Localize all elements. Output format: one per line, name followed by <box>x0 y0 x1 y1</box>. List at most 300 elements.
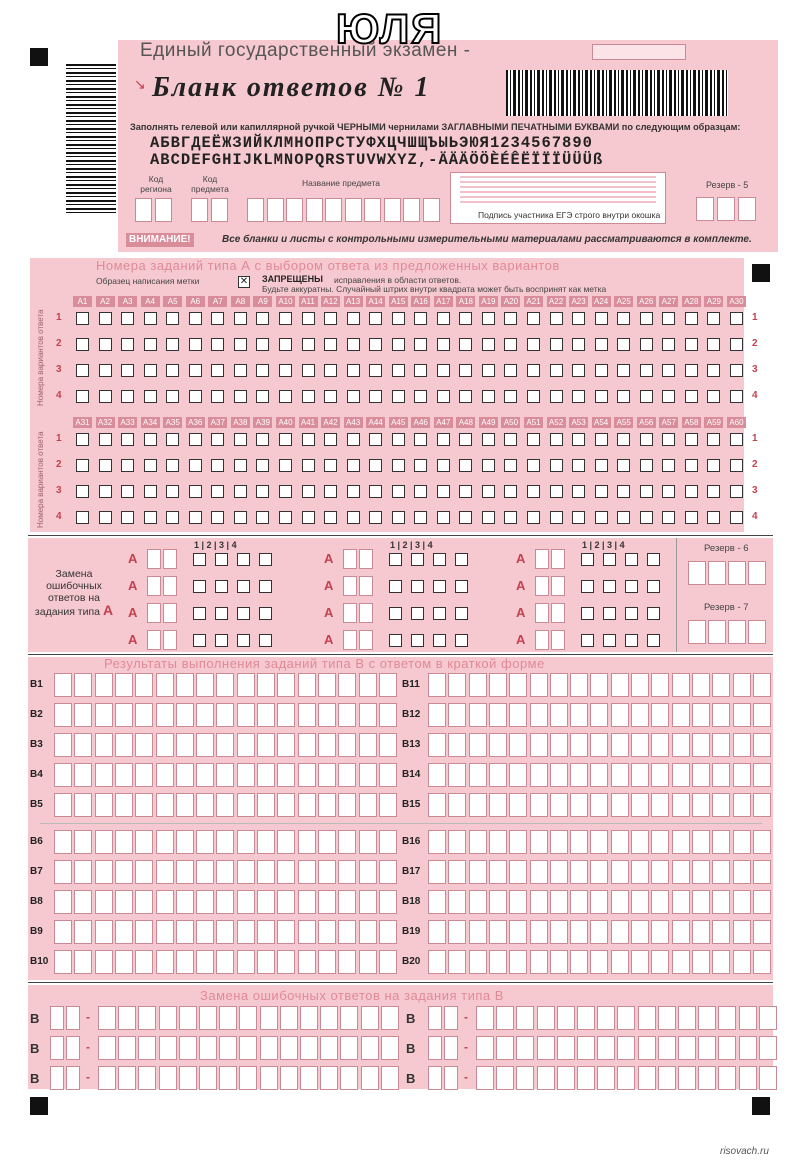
answer-checkbox[interactable] <box>392 390 405 403</box>
answer-checkbox[interactable] <box>550 364 563 377</box>
b-answer-cell[interactable] <box>338 950 356 974</box>
b-answer-cell[interactable] <box>469 890 487 914</box>
replace-b-answer-cell[interactable] <box>759 1036 777 1060</box>
b-answer-cell[interactable] <box>590 950 608 974</box>
b-answer-cell[interactable] <box>631 950 649 974</box>
b-answer-cell[interactable] <box>672 920 690 944</box>
answer-checkbox[interactable] <box>640 338 653 351</box>
answer-checkbox[interactable] <box>392 433 405 446</box>
answer-checkbox[interactable] <box>640 390 653 403</box>
b-answer-cell[interactable] <box>651 733 669 757</box>
answer-checkbox[interactable] <box>504 511 517 524</box>
answer-checkbox[interactable] <box>527 312 540 325</box>
replace-b-task-cell[interactable] <box>66 1036 80 1060</box>
b-answer-cell[interactable] <box>509 793 527 817</box>
b-answer-cell[interactable] <box>237 890 255 914</box>
replace-answer-checkbox[interactable] <box>193 634 206 647</box>
b-answer-cell[interactable] <box>570 830 588 854</box>
b-answer-cell[interactable] <box>590 890 608 914</box>
b-answer-cell[interactable] <box>469 793 487 817</box>
b-answer-cell[interactable] <box>298 733 316 757</box>
b-answer-cell[interactable] <box>156 830 174 854</box>
replace-b-answer-cell[interactable] <box>280 1036 298 1060</box>
subject-name-cell[interactable] <box>364 198 381 222</box>
b-answer-cell[interactable] <box>379 673 397 697</box>
replace-answer-checkbox[interactable] <box>625 607 638 620</box>
b-answer-cell[interactable] <box>753 673 771 697</box>
task-number-cell[interactable] <box>551 603 565 623</box>
b-answer-cell[interactable] <box>550 763 568 787</box>
replace-answer-checkbox[interactable] <box>647 634 660 647</box>
b-answer-cell[interactable] <box>359 793 377 817</box>
answer-checkbox[interactable] <box>144 364 157 377</box>
answer-checkbox[interactable] <box>685 338 698 351</box>
b-answer-cell[interactable] <box>590 673 608 697</box>
replace-answer-checkbox[interactable] <box>237 580 250 593</box>
b-answer-cell[interactable] <box>753 793 771 817</box>
answer-checkbox[interactable] <box>617 338 630 351</box>
replace-b-answer-cell[interactable] <box>179 1066 197 1090</box>
b-answer-cell[interactable] <box>712 763 730 787</box>
b-answer-cell[interactable] <box>570 950 588 974</box>
replace-b-task-cell[interactable] <box>50 1066 64 1090</box>
answer-checkbox[interactable] <box>459 459 472 472</box>
answer-checkbox[interactable] <box>99 312 112 325</box>
replace-b-answer-cell[interactable] <box>698 1066 716 1090</box>
answer-checkbox[interactable] <box>707 312 720 325</box>
b-answer-cell[interactable] <box>590 703 608 727</box>
b-answer-cell[interactable] <box>712 920 730 944</box>
answer-checkbox[interactable] <box>166 485 179 498</box>
answer-checkbox[interactable] <box>347 364 360 377</box>
answer-checkbox[interactable] <box>640 459 653 472</box>
b-answer-cell[interactable] <box>54 793 72 817</box>
b-answer-cell[interactable] <box>753 830 771 854</box>
b-answer-cell[interactable] <box>733 830 751 854</box>
replace-answer-checkbox[interactable] <box>581 580 594 593</box>
b-answer-cell[interactable] <box>753 733 771 757</box>
region-code-cell[interactable] <box>135 198 152 222</box>
replace-answer-checkbox[interactable] <box>215 607 228 620</box>
b-answer-cell[interactable] <box>469 830 487 854</box>
b-answer-cell[interactable] <box>338 703 356 727</box>
subject-name-cell[interactable] <box>267 198 284 222</box>
replace-answer-checkbox[interactable] <box>215 553 228 566</box>
b-answer-cell[interactable] <box>338 763 356 787</box>
answer-checkbox[interactable] <box>572 312 585 325</box>
b-answer-cell[interactable] <box>176 793 194 817</box>
replace-b-task-cell[interactable] <box>50 1006 64 1030</box>
answer-checkbox[interactable] <box>166 511 179 524</box>
b-answer-cell[interactable] <box>448 733 466 757</box>
b-answer-cell[interactable] <box>237 793 255 817</box>
answer-checkbox[interactable] <box>482 485 495 498</box>
b-answer-cell[interactable] <box>257 950 275 974</box>
answer-checkbox[interactable] <box>279 459 292 472</box>
replace-b-answer-cell[interactable] <box>361 1006 379 1030</box>
replace-b-answer-cell[interactable] <box>496 1036 514 1060</box>
b-answer-cell[interactable] <box>692 890 710 914</box>
replace-b-answer-cell[interactable] <box>597 1036 615 1060</box>
answer-checkbox[interactable] <box>414 433 427 446</box>
b-answer-cell[interactable] <box>489 860 507 884</box>
b-answer-cell[interactable] <box>753 950 771 974</box>
b-answer-cell[interactable] <box>216 673 234 697</box>
answer-checkbox[interactable] <box>617 485 630 498</box>
replace-b-task-cell[interactable] <box>428 1066 442 1090</box>
b-answer-cell[interactable] <box>176 890 194 914</box>
replace-answer-checkbox[interactable] <box>389 553 402 566</box>
b-answer-cell[interactable] <box>115 890 133 914</box>
b-answer-cell[interactable] <box>530 950 548 974</box>
answer-checkbox[interactable] <box>256 511 269 524</box>
replace-answer-checkbox[interactable] <box>647 607 660 620</box>
b-answer-cell[interactable] <box>448 703 466 727</box>
b-answer-cell[interactable] <box>692 763 710 787</box>
answer-checkbox[interactable] <box>121 485 134 498</box>
answer-checkbox[interactable] <box>482 312 495 325</box>
replace-answer-checkbox[interactable] <box>259 607 272 620</box>
answer-checkbox[interactable] <box>662 312 675 325</box>
b-answer-cell[interactable] <box>135 890 153 914</box>
replace-b-answer-cell[interactable] <box>300 1036 318 1060</box>
answer-checkbox[interactable] <box>279 390 292 403</box>
answer-checkbox[interactable] <box>550 390 563 403</box>
answer-checkbox[interactable] <box>685 459 698 472</box>
replace-answer-checkbox[interactable] <box>411 580 424 593</box>
b-answer-cell[interactable] <box>74 703 92 727</box>
task-number-cell[interactable] <box>359 630 373 650</box>
task-number-cell[interactable] <box>163 603 177 623</box>
b-answer-cell[interactable] <box>359 703 377 727</box>
b-answer-cell[interactable] <box>237 673 255 697</box>
answer-checkbox[interactable] <box>211 485 224 498</box>
answer-checkbox[interactable] <box>414 485 427 498</box>
b-answer-cell[interactable] <box>428 733 446 757</box>
replace-answer-checkbox[interactable] <box>581 607 594 620</box>
b-answer-cell[interactable] <box>379 950 397 974</box>
answer-checkbox[interactable] <box>459 390 472 403</box>
b-answer-cell[interactable] <box>257 763 275 787</box>
answer-checkbox[interactable] <box>347 338 360 351</box>
task-number-cell[interactable] <box>147 549 161 569</box>
b-answer-cell[interactable] <box>672 703 690 727</box>
b-answer-cell[interactable] <box>448 793 466 817</box>
replace-b-answer-cell[interactable] <box>118 1006 136 1030</box>
answer-checkbox[interactable] <box>550 459 563 472</box>
b-answer-cell[interactable] <box>469 920 487 944</box>
answer-checkbox[interactable] <box>99 511 112 524</box>
b-answer-cell[interactable] <box>237 830 255 854</box>
replace-b-answer-cell[interactable] <box>516 1006 534 1030</box>
replace-answer-checkbox[interactable] <box>603 607 616 620</box>
answer-checkbox[interactable] <box>234 459 247 472</box>
answer-checkbox[interactable] <box>189 511 202 524</box>
b-answer-cell[interactable] <box>135 830 153 854</box>
answer-checkbox[interactable] <box>121 511 134 524</box>
b-answer-cell[interactable] <box>590 793 608 817</box>
replace-b-answer-cell[interactable] <box>739 1036 757 1060</box>
replace-b-answer-cell[interactable] <box>361 1036 379 1060</box>
b-answer-cell[interactable] <box>298 920 316 944</box>
b-answer-cell[interactable] <box>753 860 771 884</box>
subject-name-cell[interactable] <box>306 198 323 222</box>
replace-answer-checkbox[interactable] <box>455 634 468 647</box>
b-answer-cell[interactable] <box>672 950 690 974</box>
b-answer-cell[interactable] <box>672 733 690 757</box>
task-number-cell[interactable] <box>343 603 357 623</box>
replace-answer-checkbox[interactable] <box>603 553 616 566</box>
b-answer-cell[interactable] <box>428 703 446 727</box>
task-number-cell[interactable] <box>535 576 549 596</box>
answer-checkbox[interactable] <box>504 364 517 377</box>
b-answer-cell[interactable] <box>469 673 487 697</box>
answer-checkbox[interactable] <box>189 433 202 446</box>
b-answer-cell[interactable] <box>156 950 174 974</box>
b-answer-cell[interactable] <box>359 890 377 914</box>
task-number-cell[interactable] <box>163 576 177 596</box>
b-answer-cell[interactable] <box>550 890 568 914</box>
replace-b-answer-cell[interactable] <box>138 1066 156 1090</box>
answer-checkbox[interactable] <box>504 338 517 351</box>
b-answer-cell[interactable] <box>54 920 72 944</box>
b-answer-cell[interactable] <box>379 860 397 884</box>
b-answer-cell[interactable] <box>216 950 234 974</box>
b-answer-cell[interactable] <box>277 860 295 884</box>
b-answer-cell[interactable] <box>570 793 588 817</box>
answer-checkbox[interactable] <box>527 338 540 351</box>
b-answer-cell[interactable] <box>692 703 710 727</box>
replace-b-task-cell[interactable] <box>444 1006 458 1030</box>
answer-checkbox[interactable] <box>662 511 675 524</box>
answer-checkbox[interactable] <box>437 459 450 472</box>
b-answer-cell[interactable] <box>590 830 608 854</box>
task-number-cell[interactable] <box>163 549 177 569</box>
b-answer-cell[interactable] <box>216 793 234 817</box>
answer-checkbox[interactable] <box>504 433 517 446</box>
replace-b-answer-cell[interactable] <box>361 1066 379 1090</box>
answer-checkbox[interactable] <box>437 390 450 403</box>
b-answer-cell[interactable] <box>379 830 397 854</box>
answer-checkbox[interactable] <box>572 433 585 446</box>
replace-answer-checkbox[interactable] <box>455 607 468 620</box>
b-answer-cell[interactable] <box>277 950 295 974</box>
b-answer-cell[interactable] <box>257 920 275 944</box>
b-answer-cell[interactable] <box>428 673 446 697</box>
answer-checkbox[interactable] <box>324 433 337 446</box>
b-answer-cell[interactable] <box>428 793 446 817</box>
reserve5-cell[interactable] <box>738 197 756 221</box>
replace-b-answer-cell[interactable] <box>718 1036 736 1060</box>
answer-checkbox[interactable] <box>392 312 405 325</box>
b-answer-cell[interactable] <box>611 830 629 854</box>
answer-checkbox[interactable] <box>730 390 743 403</box>
b-answer-cell[interactable] <box>237 860 255 884</box>
replace-b-answer-cell[interactable] <box>638 1036 656 1060</box>
b-answer-cell[interactable] <box>176 860 194 884</box>
b-answer-cell[interactable] <box>530 763 548 787</box>
replace-b-answer-cell[interactable] <box>199 1036 217 1060</box>
b-answer-cell[interactable] <box>196 763 214 787</box>
b-answer-cell[interactable] <box>95 860 113 884</box>
replace-b-answer-cell[interactable] <box>537 1006 555 1030</box>
b-answer-cell[interactable] <box>359 830 377 854</box>
subject-name-cell[interactable] <box>286 198 303 222</box>
b-answer-cell[interactable] <box>611 860 629 884</box>
replace-answer-checkbox[interactable] <box>411 607 424 620</box>
b-answer-cell[interactable] <box>318 793 336 817</box>
answer-checkbox[interactable] <box>76 312 89 325</box>
b-answer-cell[interactable] <box>692 920 710 944</box>
replace-answer-checkbox[interactable] <box>433 607 446 620</box>
reserve-cell[interactable] <box>748 620 766 644</box>
b-answer-cell[interactable] <box>611 673 629 697</box>
answer-checkbox[interactable] <box>730 459 743 472</box>
b-answer-cell[interactable] <box>277 763 295 787</box>
b-answer-cell[interactable] <box>359 763 377 787</box>
replace-b-answer-cell[interactable] <box>496 1006 514 1030</box>
b-answer-cell[interactable] <box>651 830 669 854</box>
b-answer-cell[interactable] <box>115 830 133 854</box>
b-answer-cell[interactable] <box>176 703 194 727</box>
reserve-cell[interactable] <box>708 620 726 644</box>
answer-checkbox[interactable] <box>414 390 427 403</box>
answer-checkbox[interactable] <box>640 511 653 524</box>
b-answer-cell[interactable] <box>156 733 174 757</box>
answer-checkbox[interactable] <box>482 433 495 446</box>
answer-checkbox[interactable] <box>369 511 382 524</box>
b-answer-cell[interactable] <box>590 860 608 884</box>
b-answer-cell[interactable] <box>651 793 669 817</box>
answer-checkbox[interactable] <box>662 390 675 403</box>
replace-b-answer-cell[interactable] <box>159 1006 177 1030</box>
answer-checkbox[interactable] <box>144 312 157 325</box>
b-answer-cell[interactable] <box>176 733 194 757</box>
b-answer-cell[interactable] <box>135 920 153 944</box>
b-answer-cell[interactable] <box>379 920 397 944</box>
b-answer-cell[interactable] <box>631 733 649 757</box>
replace-b-answer-cell[interactable] <box>678 1066 696 1090</box>
answer-checkbox[interactable] <box>640 364 653 377</box>
answer-checkbox[interactable] <box>550 485 563 498</box>
b-answer-cell[interactable] <box>733 793 751 817</box>
task-number-cell[interactable] <box>535 549 549 569</box>
b-answer-cell[interactable] <box>95 830 113 854</box>
replace-b-answer-cell[interactable] <box>516 1036 534 1060</box>
answer-checkbox[interactable] <box>595 459 608 472</box>
b-answer-cell[interactable] <box>692 860 710 884</box>
b-answer-cell[interactable] <box>257 860 275 884</box>
reserve-cell[interactable] <box>748 561 766 585</box>
answer-checkbox[interactable] <box>685 433 698 446</box>
replace-b-answer-cell[interactable] <box>280 1006 298 1030</box>
replace-b-task-cell[interactable] <box>66 1006 80 1030</box>
replace-answer-checkbox[interactable] <box>647 580 660 593</box>
b-answer-cell[interactable] <box>298 950 316 974</box>
replace-b-answer-cell[interactable] <box>476 1006 494 1030</box>
replace-b-answer-cell[interactable] <box>118 1066 136 1090</box>
answer-checkbox[interactable] <box>437 338 450 351</box>
replace-b-answer-cell[interactable] <box>98 1036 116 1060</box>
answer-checkbox[interactable] <box>685 511 698 524</box>
b-answer-cell[interactable] <box>712 890 730 914</box>
b-answer-cell[interactable] <box>469 733 487 757</box>
answer-checkbox[interactable] <box>369 485 382 498</box>
replace-b-answer-cell[interactable] <box>476 1036 494 1060</box>
b-answer-cell[interactable] <box>298 763 316 787</box>
answer-checkbox[interactable] <box>685 364 698 377</box>
b-answer-cell[interactable] <box>590 763 608 787</box>
answer-checkbox[interactable] <box>76 338 89 351</box>
b-answer-cell[interactable] <box>550 920 568 944</box>
b-answer-cell[interactable] <box>631 763 649 787</box>
b-answer-cell[interactable] <box>338 793 356 817</box>
answer-checkbox[interactable] <box>482 459 495 472</box>
replace-b-answer-cell[interactable] <box>597 1066 615 1090</box>
b-answer-cell[interactable] <box>448 830 466 854</box>
b-answer-cell[interactable] <box>95 920 113 944</box>
task-number-cell[interactable] <box>343 549 357 569</box>
answer-checkbox[interactable] <box>279 312 292 325</box>
subject-name-cell[interactable] <box>403 198 420 222</box>
replace-answer-checkbox[interactable] <box>389 634 402 647</box>
answer-checkbox[interactable] <box>369 433 382 446</box>
replace-b-answer-cell[interactable] <box>678 1036 696 1060</box>
b-answer-cell[interactable] <box>338 920 356 944</box>
replace-answer-checkbox[interactable] <box>389 607 402 620</box>
replace-b-answer-cell[interactable] <box>476 1066 494 1090</box>
b-answer-cell[interactable] <box>733 920 751 944</box>
replace-b-task-cell[interactable] <box>428 1036 442 1060</box>
answer-checkbox[interactable] <box>76 459 89 472</box>
b-answer-cell[interactable] <box>448 763 466 787</box>
b-answer-cell[interactable] <box>359 733 377 757</box>
answer-checkbox[interactable] <box>369 459 382 472</box>
answer-checkbox[interactable] <box>640 433 653 446</box>
b-answer-cell[interactable] <box>277 703 295 727</box>
answer-checkbox[interactable] <box>189 312 202 325</box>
b-answer-cell[interactable] <box>74 763 92 787</box>
b-answer-cell[interactable] <box>712 793 730 817</box>
answer-checkbox[interactable] <box>414 338 427 351</box>
replace-b-answer-cell[interactable] <box>219 1036 237 1060</box>
b-answer-cell[interactable] <box>196 950 214 974</box>
answer-checkbox[interactable] <box>302 338 315 351</box>
replace-b-task-cell[interactable] <box>444 1066 458 1090</box>
answer-checkbox[interactable] <box>640 312 653 325</box>
replace-answer-checkbox[interactable] <box>603 634 616 647</box>
b-answer-cell[interactable] <box>530 920 548 944</box>
b-answer-cell[interactable] <box>530 890 548 914</box>
answer-checkbox[interactable] <box>211 459 224 472</box>
answer-checkbox[interactable] <box>572 459 585 472</box>
replace-answer-checkbox[interactable] <box>259 553 272 566</box>
b-answer-cell[interactable] <box>95 890 113 914</box>
answer-checkbox[interactable] <box>572 511 585 524</box>
b-answer-cell[interactable] <box>550 793 568 817</box>
answer-checkbox[interactable] <box>347 485 360 498</box>
b-answer-cell[interactable] <box>611 920 629 944</box>
answer-checkbox[interactable] <box>234 485 247 498</box>
b-answer-cell[interactable] <box>216 860 234 884</box>
b-answer-cell[interactable] <box>590 733 608 757</box>
b-answer-cell[interactable] <box>54 733 72 757</box>
answer-checkbox[interactable] <box>324 338 337 351</box>
task-number-cell[interactable] <box>551 549 565 569</box>
b-answer-cell[interactable] <box>712 860 730 884</box>
b-answer-cell[interactable] <box>448 890 466 914</box>
replace-b-task-cell[interactable] <box>66 1066 80 1090</box>
